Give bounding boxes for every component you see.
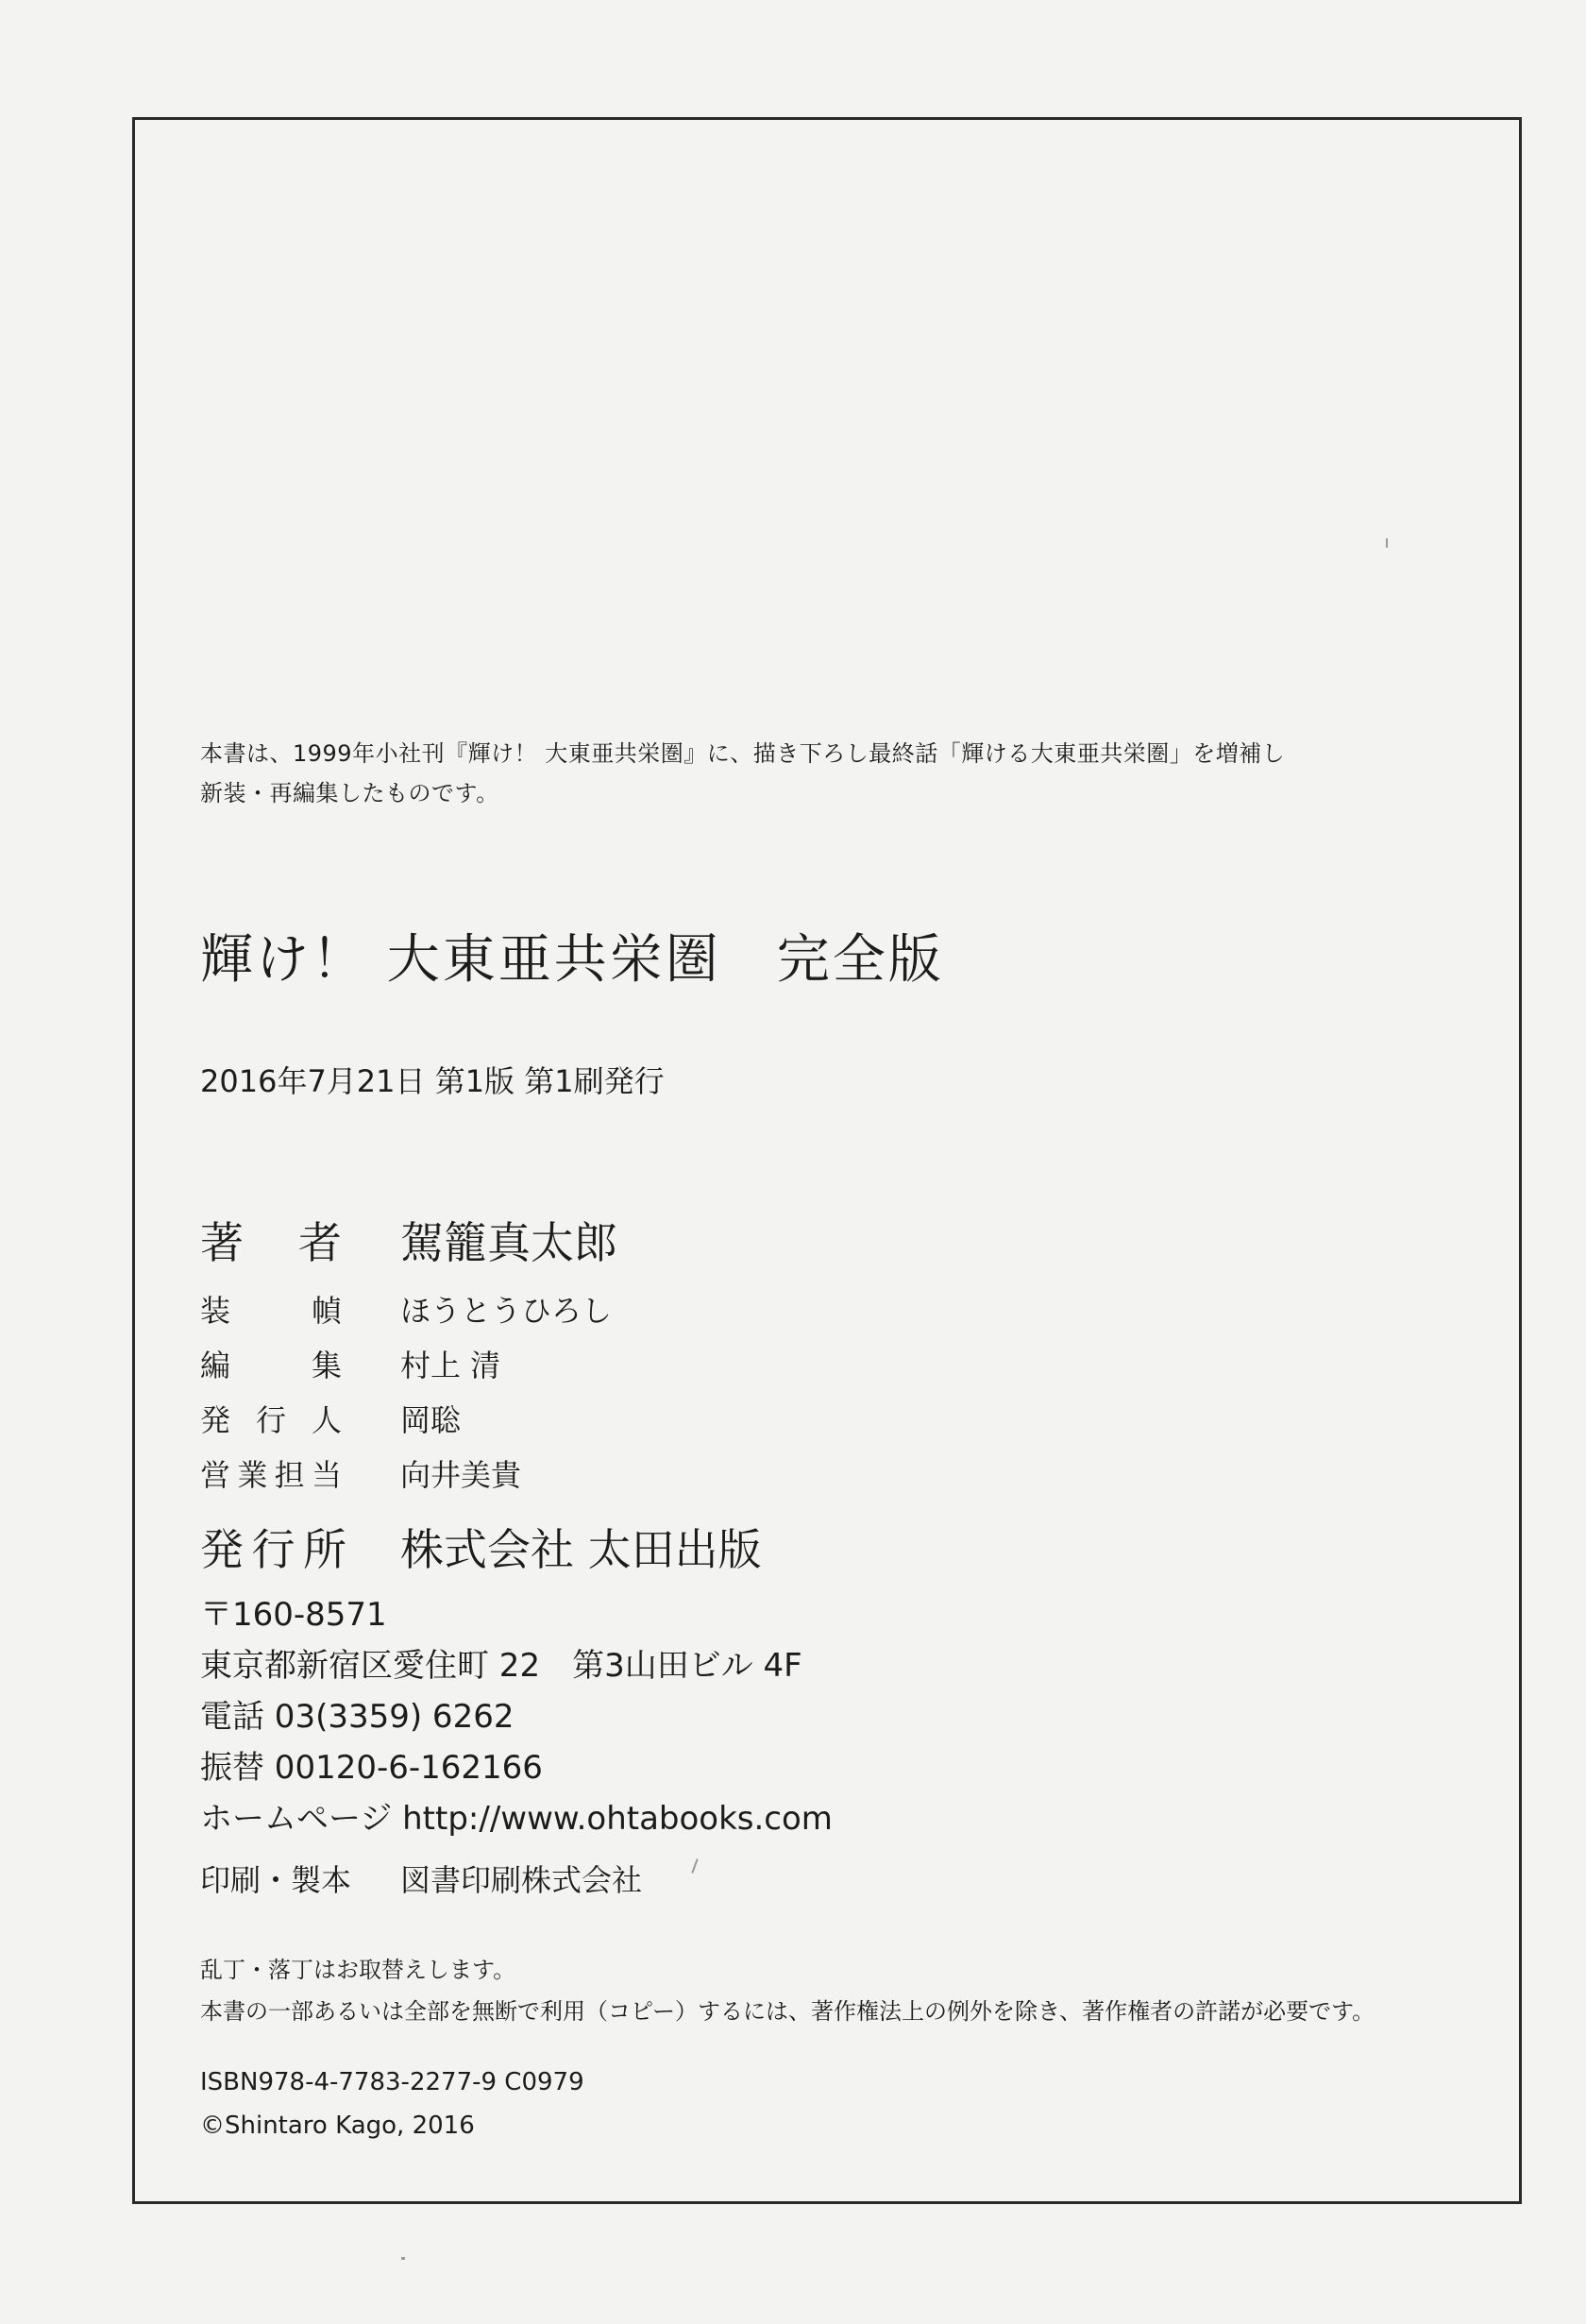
transfer-account: 振替 00120-6-162166 [200, 1749, 543, 1787]
edition-date: 2016年7月21日 第1版 第1刷発行 [200, 1063, 665, 1099]
credit-name-publisher-person: 岡聡 [400, 1402, 462, 1438]
credit-name-design: ほうとうひろし [400, 1293, 613, 1329]
intro-line-1: 本書は、1999年小社刊『輝け！ 大東亜共栄圏』に、描き下ろし最終話「輝ける大東亜共栄圏」を増補し [200, 740, 1286, 767]
credit-name-publisher: 株式会社 太田出版 [400, 1524, 762, 1575]
credit-role-design: 装 幀 [200, 1293, 342, 1329]
printing-label: 印刷・製本 [200, 1862, 352, 1898]
printing-company: 図書印刷株式会社 [400, 1862, 643, 1898]
notice-replacement: 乱丁・落丁はお取替えします。 [200, 1957, 516, 1983]
isbn: ISBN978-4-7783-2277-9 C0979 [200, 2068, 584, 2096]
book-title: 輝け！ 大東亜共栄圏 完全版 [200, 929, 944, 991]
credit-role-author: 著 者 [200, 1217, 342, 1268]
credit-name-editor: 村上 清 [400, 1348, 501, 1383]
homepage-url: ホームページ http://www.ohtabooks.com [200, 1800, 833, 1838]
street-address: 東京都新宿区愛住町 22 第3山田ビル 4F [200, 1647, 802, 1685]
credit-name-author: 駕籠真太郎 [400, 1217, 617, 1268]
credit-role-editor: 編 集 [200, 1348, 342, 1383]
credit-role-publisher-person: 発 行 人 [200, 1402, 342, 1438]
intro-line-2: 新装・再編集したものです。 [200, 780, 499, 806]
notice-copyright-law: 本書の一部あるいは全部を無断で利用（コピー）するには、著作権法上の例外を除き、著作権者の許諾が必要です。 [200, 1998, 1375, 2025]
scan-speck [1386, 538, 1388, 548]
credit-role-publisher: 発 行 所 [200, 1524, 346, 1575]
credit-name-sales: 向井美貴 [400, 1457, 522, 1493]
copyright-line: ©Shintaro Kago, 2016 [200, 2112, 475, 2140]
scan-speck [401, 2257, 405, 2260]
postal-code: 〒160-8571 [200, 1596, 387, 1634]
phone-number: 電話 03(3359) 6262 [200, 1698, 515, 1736]
credit-role-sales: 営 業 担 当 [200, 1457, 342, 1493]
